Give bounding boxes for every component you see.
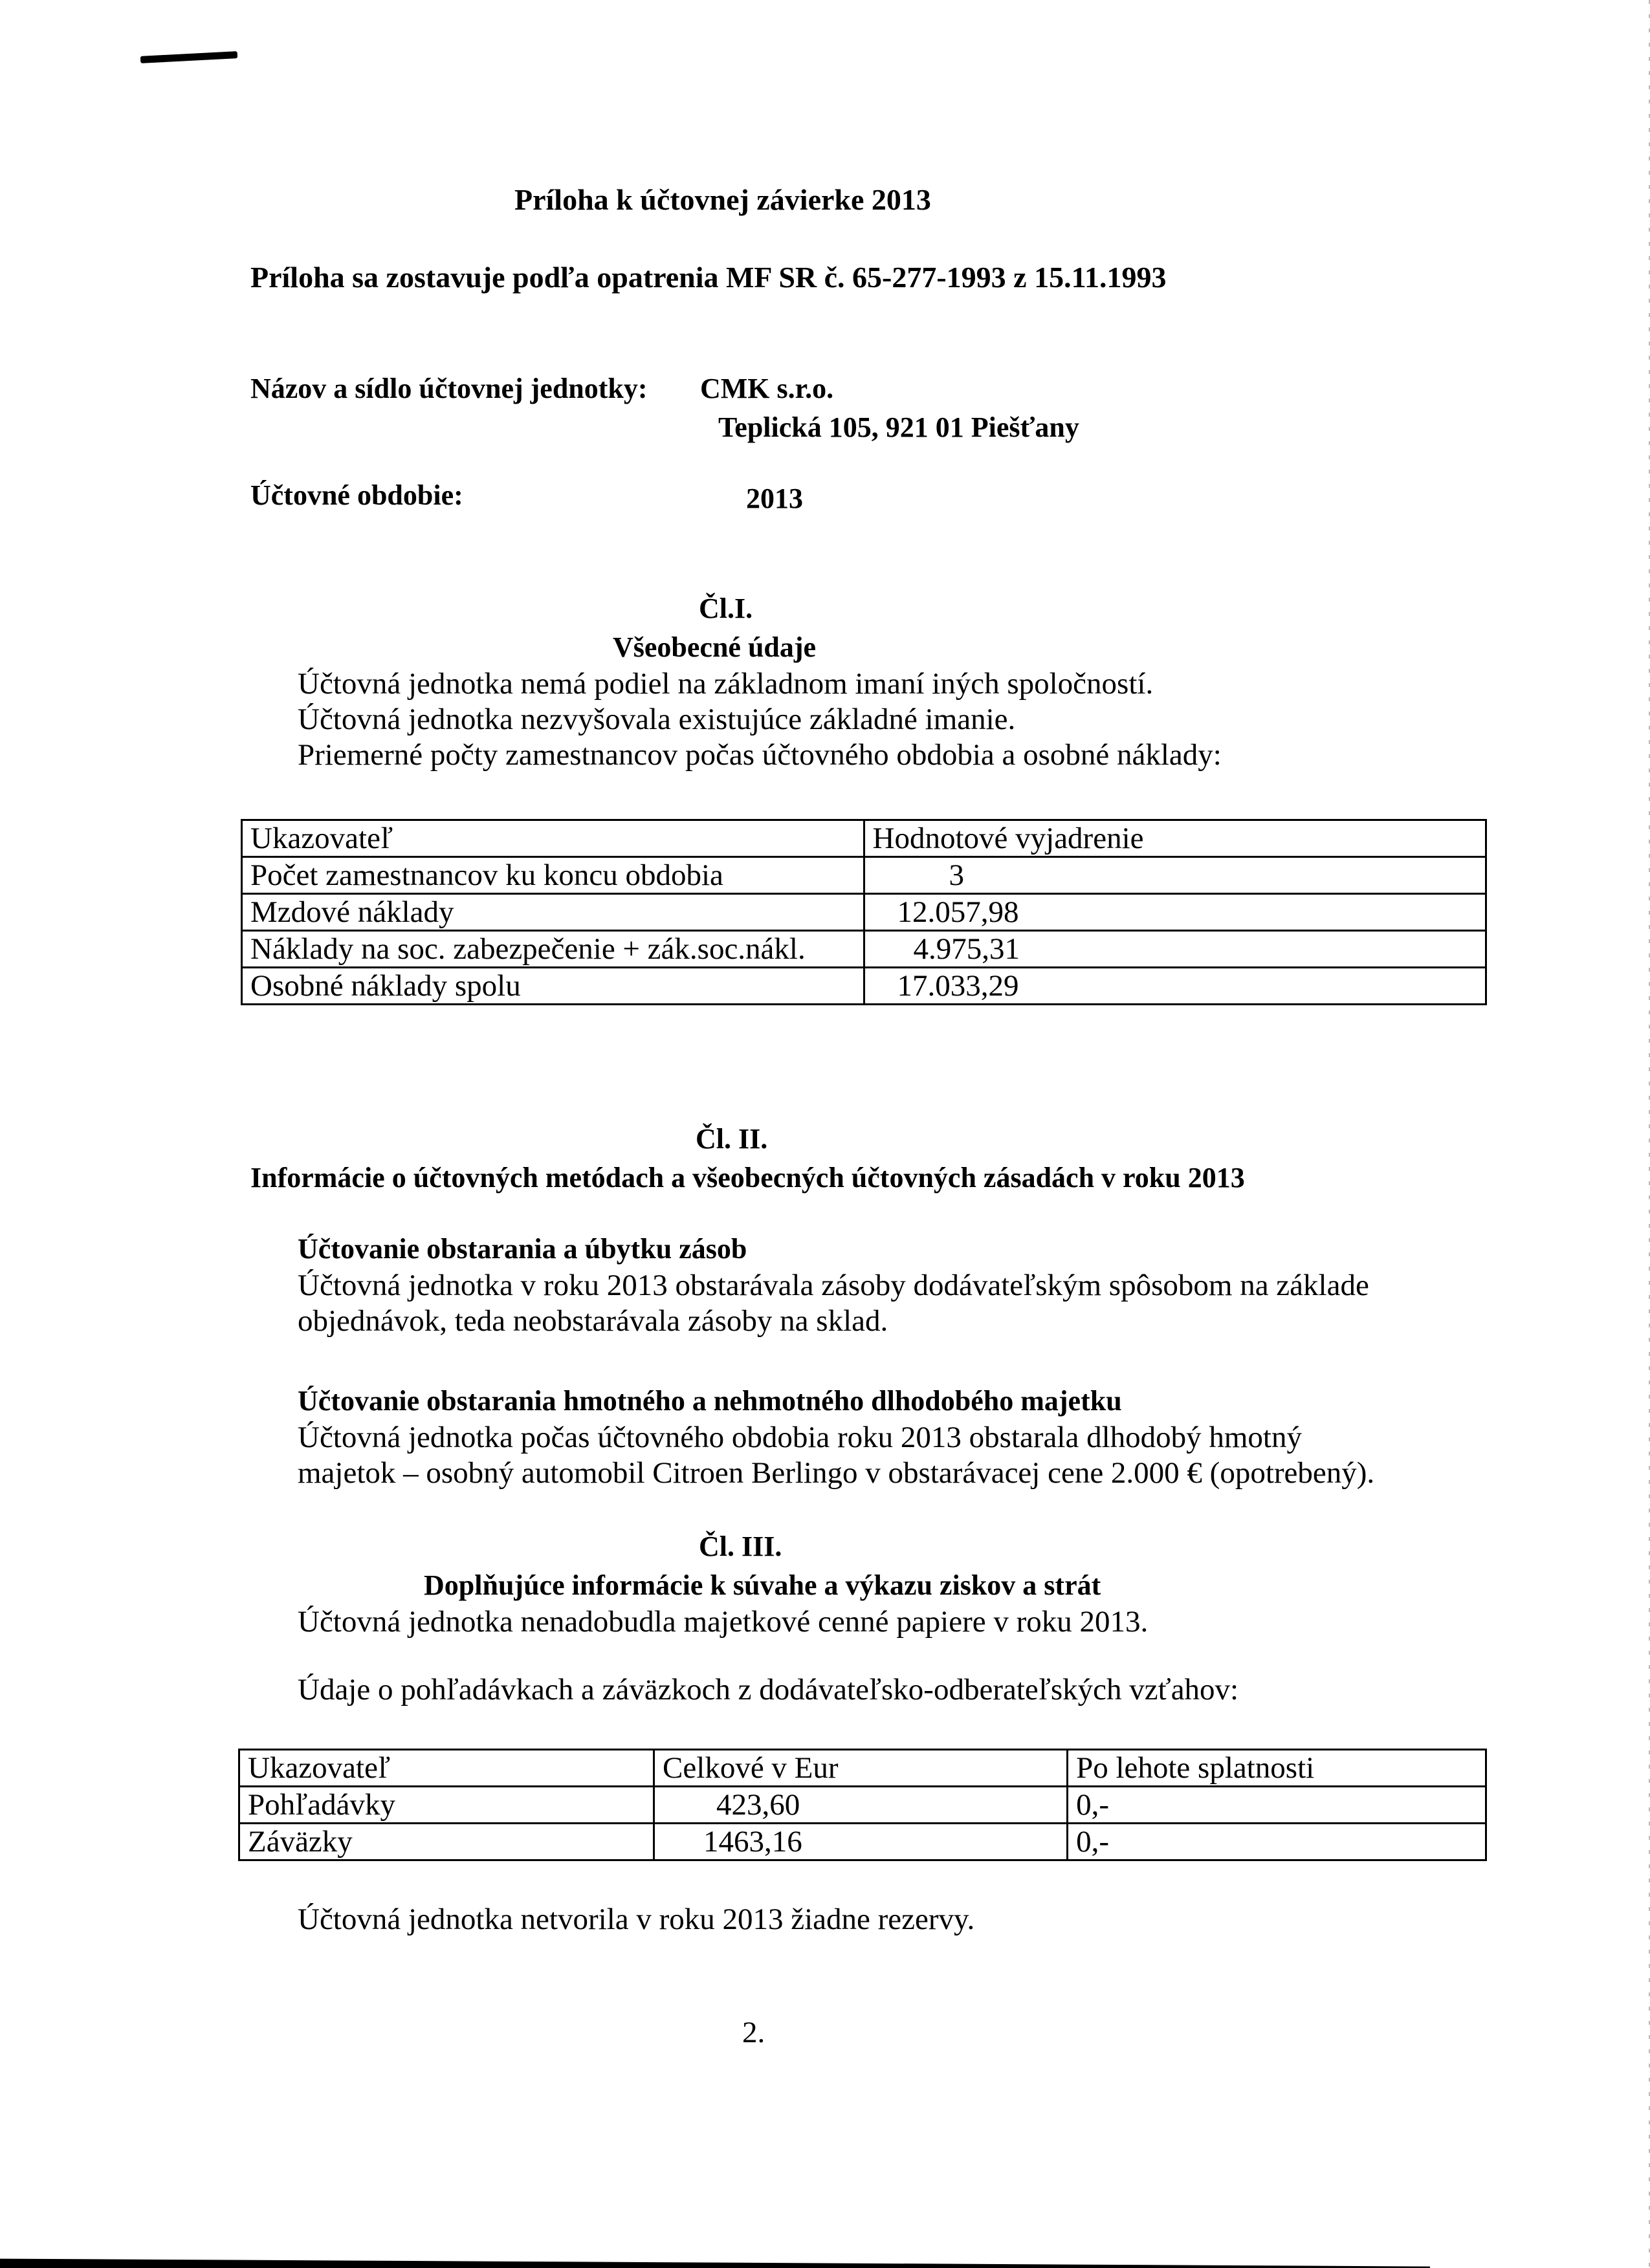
table-header-cell: Po lehote splatnosti (1068, 1750, 1486, 1787)
section1-number: Čl.I. (699, 593, 753, 624)
page-number: 2. (742, 2016, 765, 2049)
section1-paragraph: Účtovná jednotka nemá podiel na základnom imaní iných spoločností. (298, 667, 1154, 701)
subsection-text: Účtovná jednotka v roku 2013 obstarávala zásoby dodávateľským spôsobom na základe (298, 1269, 1369, 1302)
section1-paragraph: Účtovná jednotka nezvyšovala existujúce základné imanie. (298, 703, 1016, 736)
table-cell-value: 423,60 (654, 1787, 1068, 1824)
subsection-text: majetok – osobný automobil Citroen Berlingo v obstarávacej cene 2.000 € (opotrebený). (298, 1456, 1375, 1490)
table-header-cell: Ukazovateľ (242, 820, 864, 857)
table-cell-value: 12.057,98 (864, 894, 1486, 931)
table-cell-value: 17.033,29 (864, 968, 1486, 1005)
table-cell-value: 4.975,31 (864, 931, 1486, 968)
table-row (239, 1787, 1486, 1824)
table-header-row (239, 1750, 1486, 1787)
period-label: Účtovné obdobie: (250, 479, 463, 511)
section1-paragraph: Priemerné počty zamestnancov počas účtovného obdobia a osobné náklady: (298, 738, 1222, 772)
section3-number: Čl. III. (699, 1531, 782, 1562)
table-header-row (242, 820, 1486, 857)
section3-paragraph: Účtovná jednotka nenadobudla majetkové cenné papiere v roku 2013. (298, 1605, 1149, 1639)
table-cell-label: Počet zamestnancov ku koncu obdobia (242, 857, 864, 894)
table-header-cell: Hodnotové vyjadrenie (864, 820, 1486, 857)
section2-number: Čl. II. (696, 1123, 768, 1155)
receivables-payables-table (238, 1749, 1487, 1861)
scan-artifact-mark (140, 51, 237, 63)
table-cell-value: 3 (864, 857, 1486, 894)
table-header-cell: Ukazovateľ (239, 1750, 654, 1787)
section3-title: Doplňujúce informácie k súvahe a výkazu ziskov a strát (424, 1569, 1101, 1601)
closing-statement: Účtovná jednotka netvorila v roku 2013 žiadne rezervy. (298, 1903, 975, 1936)
table-cell-value: 0,- (1068, 1787, 1486, 1824)
table-cell-value: 0,- (1068, 1824, 1486, 1860)
table-cell-label: Mzdové náklady (242, 894, 864, 931)
section2-title: Informácie o účtovných metódach a všeobecných účtovných zásadách v roku 2013 (250, 1162, 1245, 1194)
subsection-text: objednávok, teda neobstarávala zásoby na sklad. (298, 1304, 888, 1338)
table-cell-label: Osobné náklady spolu (242, 968, 864, 1005)
table-row (242, 894, 1486, 931)
table-row (242, 931, 1486, 968)
table-row (242, 968, 1486, 1005)
table-row (239, 1824, 1486, 1860)
table-header-cell: Celkové v Eur (654, 1750, 1068, 1787)
scan-bottom-edge (0, 2258, 1430, 2268)
table-cell-label: Pohľadávky (239, 1787, 654, 1824)
document-subtitle: Príloha sa zostavuje podľa opatrenia MF SR č. 65-277-1993 z 15.11.1993 (250, 261, 1167, 294)
period-value: 2013 (746, 483, 803, 514)
entity-address: Teplická 105, 921 01 Piešťany (718, 411, 1079, 443)
personnel-costs-table (241, 819, 1487, 1005)
table-row (242, 857, 1486, 894)
table-cell-value: 1463,16 (654, 1824, 1068, 1860)
subsection-heading-inventory: Účtovanie obstarania a úbytku zásob (298, 1233, 747, 1265)
section3-paragraph: Údaje o pohľadávkach a záväzkoch z dodávateľsko-odberateľských vzťahov: (298, 1673, 1239, 1706)
subsection-heading-assets: Účtovanie obstarania hmotného a nehmotného dlhodobého majetku (298, 1385, 1122, 1417)
section1-title: Všeobecné údaje (613, 631, 817, 663)
entity-name-label: Názov a sídlo účtovnej jednotky: (250, 373, 648, 404)
subsection-text: Účtovná jednotka počas účtovného obdobia roku 2013 obstarala dlhodobý hmotný (298, 1421, 1302, 1454)
table-cell-label: Náklady na soc. zabezpečenie + zák.soc.nákl. (242, 931, 864, 968)
document-title: Príloha k účtovnej závierke 2013 (514, 183, 931, 216)
table-cell-label: Záväzky (239, 1824, 654, 1860)
entity-name: CMK s.r.o. (700, 373, 834, 404)
